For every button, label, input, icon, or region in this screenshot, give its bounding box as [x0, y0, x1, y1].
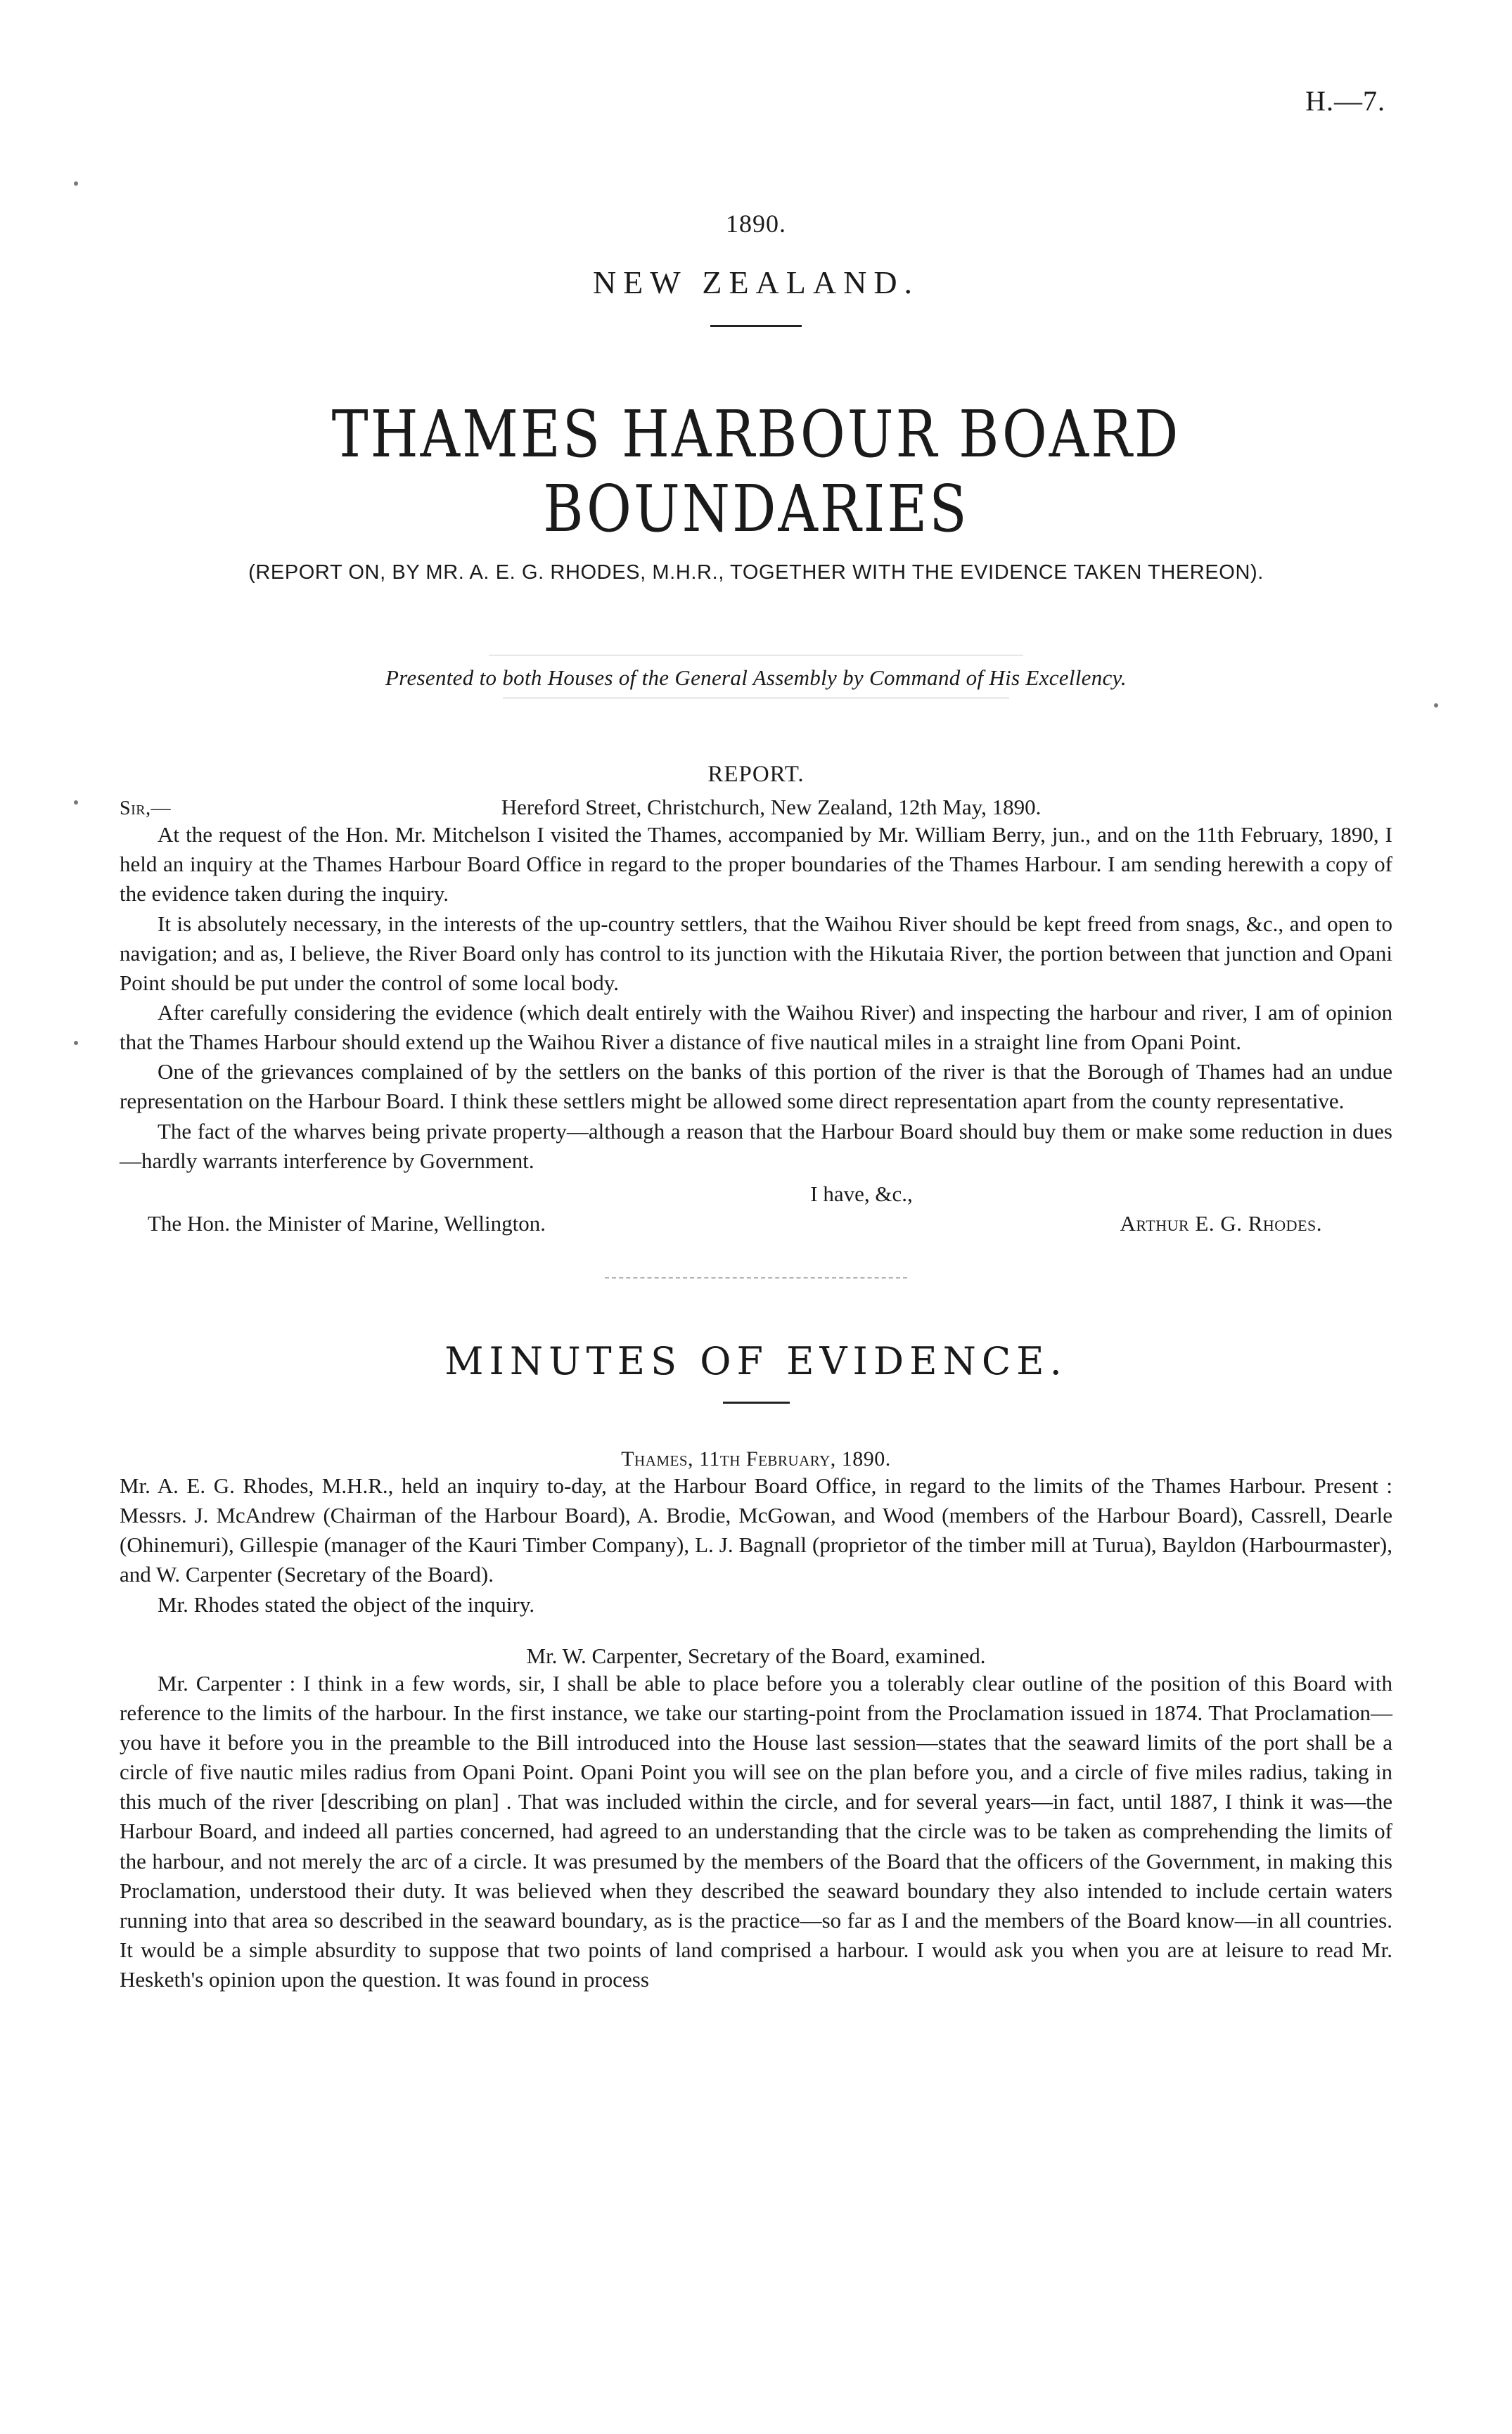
report-signature: Arthur E. G. Rhodes. — [1120, 1210, 1322, 1236]
presented-statement: Presented to both Houses of the General Assembly by Command of His Excellency. — [385, 665, 1127, 691]
minutes-object: Mr. Rhodes stated the object of the inquiry. — [158, 1591, 535, 1617]
country-name: NEW ZEALAND. — [592, 264, 920, 300]
page-margin-mark — [74, 800, 78, 805]
page-folio-number: H.—7. — [1305, 85, 1385, 117]
witness-testimony: Mr. Carpenter : I think in a few words, sir, I shall be able to place before you a tolerably clear outline of the position of this Board with reference to the limits of the harbour. In the first instance, we take our starting-point from the Proclamation issued in 1874. That Proclamation—you have it before you in the preamble to the Bill introduced into the House last session—states that the seaward limits of the port shall be a circle of five nautic miles radius from Opani Point. Opani Point you will see on the plan before you, and a circle of five miles radius, taking in this much of the river [describing on plan] . That was included within the circle, and for several years—in fact, until 1887, I think it was—the Harbour Board, and indeed all parties concerned, had agreed to an understanding that the circle was to be taken as comprehending the limits of the harbour, and not merely the arc of a circle. It was presumed by the members of the Board that the officers of the Government, in making this Proclamation, understood their duty. It was believed when they described the seaward boundary they also intended to include certain waters running into that area so described in the seaward boundary, as is the practice—so far as I and the members of the Board know—in all countries. It would be a simple absurdity to suppose that two points of land comprised a harbour. I would ask you when you are at leisure to read Mr. Hesketh's opinion upon the question. It was found in process — [120, 1670, 1392, 1992]
report-paragraph: After carefully considering the evidence (which dealt entirely with the Waihou River) and inspecting the harbour and river, I am of opinion that the Thames Harbour should extend up the Waihou River a distance of five nautical miles in a straight line from Opani Point. — [120, 999, 1392, 1055]
report-heading: REPORT. — [707, 762, 805, 788]
divider-rule — [710, 325, 802, 327]
report-paragraph: It is absolutely necessary, in the interests of the up-country settlers, that the Waihou River should be kept freed from snags, &c., and open to navigation; and as, I believe, the River Board only has control to its junction with the Hikutaia River, the portion between that junction and Opani Point should be put under the control of some local body. — [120, 911, 1392, 995]
report-closing: I have, &c., — [810, 1181, 913, 1206]
minutes-place-date: Thames, 11th February, 1890. — [621, 1447, 891, 1471]
page-margin-mark — [74, 1041, 78, 1045]
report-paragraph: At the request of the Hon. Mr. Mitchelson I visited the Thames, accompanied by Mr. William Berry, jun., and on the 11th February, 1890, I held an inquiry at the Thames Harbour Board Office in regard to the proper boundaries of the Thames Harbour. I am sending herewith a copy of the evidence taken during the inquiry. — [120, 822, 1392, 907]
minutes-intro: Mr. A. E. G. Rhodes, M.H.R., held an inquiry to-day, at the Harbour Board Office, in regard to the limits of the Thames Harbour. Present : Messrs. J. McAndrew (Chairman of the Harbour Board), A. Brodie, McGowan, and Wood (members of the Harbour Board), Cassrell, Dearle (Ohinemuri), Gillespie (manager of the Kauri Timber Company), L. J. Bagnall (proprietor of the timber mill at Turua), Bayldon (Harbourmaster), and W. Carpenter (Secretary of the Board). — [120, 1473, 1392, 1587]
divider-rule — [605, 1277, 907, 1279]
document-title: THAMES HARBOUR BOARD BOUNDARIES — [331, 397, 1181, 547]
presented-block — [120, 655, 1392, 698]
salutation-row — [120, 795, 1392, 820]
minutes-heading: MINUTES OF EVIDENCE. — [444, 1338, 1068, 1383]
page-margin-mark — [1434, 703, 1438, 707]
divider-rule — [723, 1402, 790, 1404]
witness-heading: Mr. W. Carpenter, Secretary of the Board, examined. — [526, 1643, 986, 1668]
report-addressee: The Hon. the Minister of Marine, Wellington. — [148, 1210, 546, 1236]
report-address-line: Hereford Street, Christchurch, New Zealand, 12th May, 1890. — [501, 795, 1042, 820]
publication-year: 1890. — [726, 210, 786, 238]
salutation: Sir,— — [120, 798, 172, 820]
report-paragraph: The fact of the wharves being private property—although a reason that the Harbour Board should buy them or make some reduction in dues—hardly warrants interference by Government. — [120, 1118, 1392, 1173]
report-signature-row — [120, 1211, 1392, 1236]
document-subtitle: (REPORT ON, BY MR. A. E. G. RHODES, M.H.R., TOGETHER WITH THE EVIDENCE TAKEN THEREON). — [248, 561, 1264, 584]
page-margin-mark — [74, 181, 78, 186]
report-paragraph: One of the grievances complained of by the settlers on the banks of this portion of the river is that the Borough of Thames had an undue representation on the Harbour Board. I think these settlers might be allowed some direct representation apart from the county representative. — [120, 1059, 1392, 1114]
